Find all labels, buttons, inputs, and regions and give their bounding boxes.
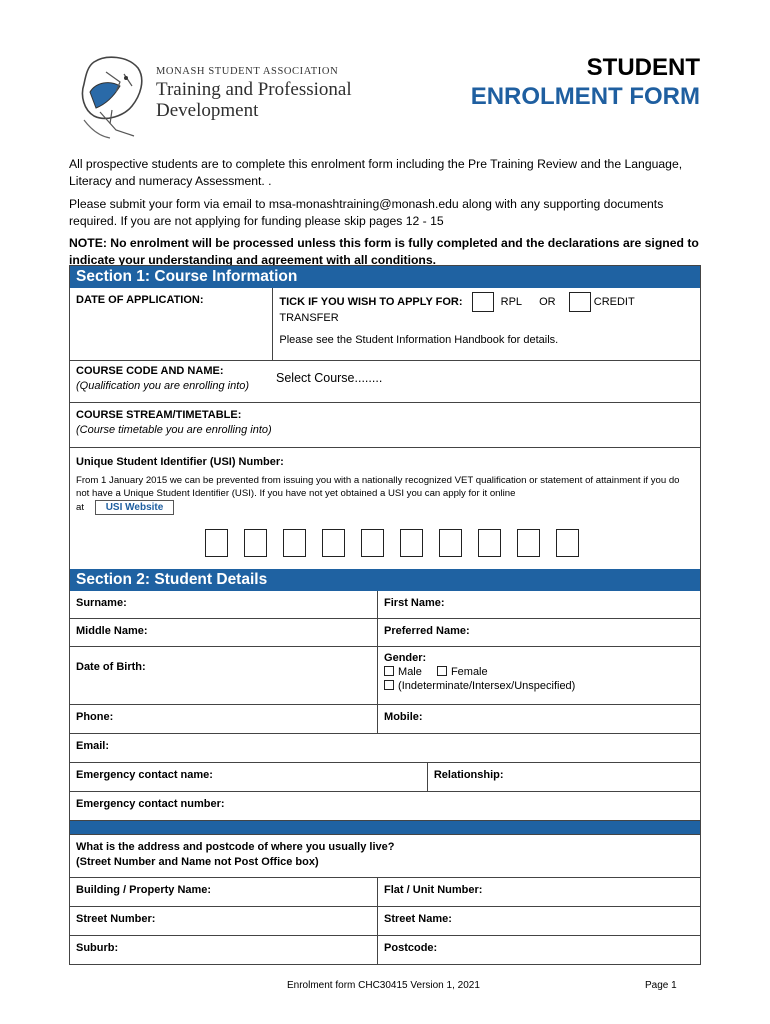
intro-paragraph-2: Please submit your form via email to msa-monashtraining@monash.edu along with any supporting documents required. If you are not applying for funding please skip pages 12 - 15 bbox=[69, 197, 664, 228]
first-name-field[interactable] bbox=[377, 591, 700, 618]
street-row bbox=[70, 906, 700, 935]
logo-line-2: Development bbox=[156, 100, 259, 121]
middle-name-label: Middle Name: bbox=[76, 625, 148, 637]
title-enrolment-form: ENROLMENT FORM bbox=[470, 83, 700, 110]
address-question bbox=[70, 835, 700, 877]
mobile-field[interactable] bbox=[377, 705, 700, 733]
email-row bbox=[70, 733, 700, 762]
usi-digit-box[interactable] bbox=[244, 529, 267, 557]
course-stream-field[interactable] bbox=[70, 403, 700, 447]
street-number-field[interactable] bbox=[70, 907, 377, 935]
usi-cell bbox=[70, 448, 700, 569]
or-label: OR bbox=[539, 295, 556, 308]
emergency-name-field[interactable] bbox=[70, 763, 427, 791]
relationship-label: Relationship: bbox=[433, 769, 504, 781]
indeterminate-checkbox[interactable] bbox=[384, 680, 394, 690]
form-title bbox=[471, 54, 700, 112]
gender-cell bbox=[377, 647, 700, 704]
dob-gender-row bbox=[70, 646, 700, 704]
enrolment-form-table bbox=[69, 265, 701, 965]
male-label: Male bbox=[398, 666, 422, 678]
course-code-label: COURSE CODE AND NAME: bbox=[76, 365, 224, 377]
date-of-application-field[interactable] bbox=[70, 288, 272, 360]
email-label: Email: bbox=[76, 740, 110, 752]
usi-digit-box[interactable] bbox=[400, 529, 423, 557]
street-name-label: Street Name: bbox=[384, 913, 452, 925]
usi-label: Unique Student Identifier (USI) Number: bbox=[76, 456, 284, 468]
emergency-name-label: Emergency contact name: bbox=[76, 769, 213, 781]
relationship-field[interactable] bbox=[427, 763, 700, 791]
usi-digit-box[interactable] bbox=[439, 529, 462, 557]
course-stream-label: COURSE STREAM/TIMETABLE: bbox=[76, 409, 242, 421]
intro-paragraph-1: All prospective students are to complete this enrolment form including the Pre Training Review and the Language, Literacy and numeracy Assessment. . bbox=[69, 157, 683, 188]
usi-link-line bbox=[76, 500, 694, 515]
address-question-line-1: What is the address and postcode of where you usually live? bbox=[76, 841, 395, 853]
postcode-label: Postcode: bbox=[384, 942, 438, 954]
rpl-checkbox[interactable] bbox=[472, 292, 494, 312]
emergency-number-field[interactable] bbox=[70, 792, 700, 820]
intro-note: NOTE: No enrolment will be processed unless this form is fully completed and the declarations are signed to indicate your understanding and agreement with all conditions. bbox=[69, 236, 699, 267]
usi-at-label: at bbox=[76, 502, 85, 513]
building-label: Building / Property Name: bbox=[76, 884, 212, 896]
suburb-label: Suburb: bbox=[76, 942, 119, 954]
emergency-row bbox=[70, 762, 700, 791]
mobile-label: Mobile: bbox=[384, 711, 423, 723]
phone-field[interactable] bbox=[70, 705, 377, 733]
tick-label: TICK IF YOU WISH TO APPLY FOR: bbox=[279, 295, 463, 308]
title-student: STUDENT bbox=[586, 54, 700, 81]
section-1-heading: Section 1: Course Information bbox=[70, 266, 700, 288]
usi-digit-box[interactable] bbox=[478, 529, 501, 557]
apply-for-cell bbox=[272, 288, 700, 360]
credit-transfer-checkbox[interactable] bbox=[569, 292, 591, 312]
course-code-field bbox=[70, 361, 700, 402]
address-divider bbox=[70, 820, 700, 834]
org-name: MONASH STUDENT ASSOCIATION bbox=[156, 66, 339, 77]
phone-row bbox=[70, 704, 700, 733]
preferred-name-label: Preferred Name: bbox=[384, 625, 470, 637]
handbook-note: Please see the Student Information Handbook for details. bbox=[279, 334, 559, 346]
surname-label: Surname: bbox=[76, 597, 127, 609]
name-row bbox=[70, 591, 700, 618]
course-row bbox=[70, 360, 700, 402]
emergency-number-label: Emergency contact number: bbox=[76, 798, 225, 810]
female-label: Female bbox=[450, 666, 488, 678]
application-row bbox=[70, 288, 700, 360]
flat-label: Flat / Unit Number: bbox=[384, 884, 483, 896]
suburb-row bbox=[70, 935, 700, 964]
usi-digit-box[interactable] bbox=[205, 529, 228, 557]
stream-row bbox=[70, 402, 700, 447]
middle-name-row bbox=[70, 618, 700, 646]
usi-row bbox=[70, 447, 700, 569]
msa-logo bbox=[76, 52, 360, 144]
logo-line-1: Training and Professional bbox=[156, 79, 352, 100]
preferred-name-field[interactable] bbox=[377, 619, 700, 646]
usi-number-boxes bbox=[205, 529, 694, 557]
usi-digit-box[interactable] bbox=[517, 529, 540, 557]
postcode-field[interactable] bbox=[377, 936, 700, 964]
emergency-number-row bbox=[70, 791, 700, 820]
usi-digit-box[interactable] bbox=[556, 529, 579, 557]
usi-website-button[interactable]: USI Website bbox=[95, 500, 175, 515]
street-name-field[interactable] bbox=[377, 907, 700, 935]
suburb-field[interactable] bbox=[70, 936, 377, 964]
indeterminate-label: (Indeterminate/Intersex/Unspecified) bbox=[398, 680, 576, 692]
section-2-heading: Section 2: Student Details bbox=[70, 569, 700, 591]
surname-field[interactable] bbox=[70, 591, 377, 618]
course-stream-hint: (Course timetable you are enrolling into) bbox=[76, 424, 272, 436]
address-question-line-2: (Street Number and Name not Post Office box) bbox=[76, 856, 319, 868]
address-question-row bbox=[70, 834, 700, 877]
date-of-birth-label: Date of Birth: bbox=[76, 661, 146, 673]
page-number: Page 1 bbox=[645, 980, 677, 991]
footer-version: Enrolment form CHC30415 Version 1, 2021 bbox=[287, 980, 480, 991]
date-of-birth-field[interactable] bbox=[70, 647, 377, 704]
credit-transfer-label: CREDIT TRANSFER bbox=[279, 295, 635, 324]
flat-field[interactable] bbox=[377, 878, 700, 906]
gender-label: Gender: bbox=[384, 652, 427, 664]
bird-emblem-icon bbox=[76, 52, 150, 144]
middle-name-field[interactable] bbox=[70, 619, 377, 646]
usi-digit-box[interactable] bbox=[322, 529, 345, 557]
course-code-hint: (Qualification you are enrolling into) bbox=[76, 380, 250, 392]
rpl-label: RPL bbox=[500, 295, 523, 308]
first-name-label: First Name: bbox=[384, 597, 445, 609]
male-checkbox[interactable] bbox=[384, 666, 394, 676]
female-checkbox[interactable] bbox=[437, 666, 447, 676]
usi-info-text: From 1 January 2015 we can be prevented from issuing you with a nationally recognized VET qualification or statement of attainment if you do not have a Unique Student Identifier (USI). If you have not yet obtained a USI you can apply for it online bbox=[76, 475, 680, 499]
usi-digit-box[interactable] bbox=[283, 529, 306, 557]
street-number-label: Street Number: bbox=[76, 913, 156, 925]
course-select-dropdown[interactable]: Select Course........ bbox=[276, 371, 383, 385]
building-row bbox=[70, 877, 700, 906]
date-of-application-label: DATE OF APPLICATION: bbox=[76, 294, 204, 306]
usi-digit-box[interactable] bbox=[361, 529, 384, 557]
building-field[interactable] bbox=[70, 878, 377, 906]
phone-label: Phone: bbox=[76, 711, 114, 723]
email-field[interactable] bbox=[70, 734, 700, 762]
